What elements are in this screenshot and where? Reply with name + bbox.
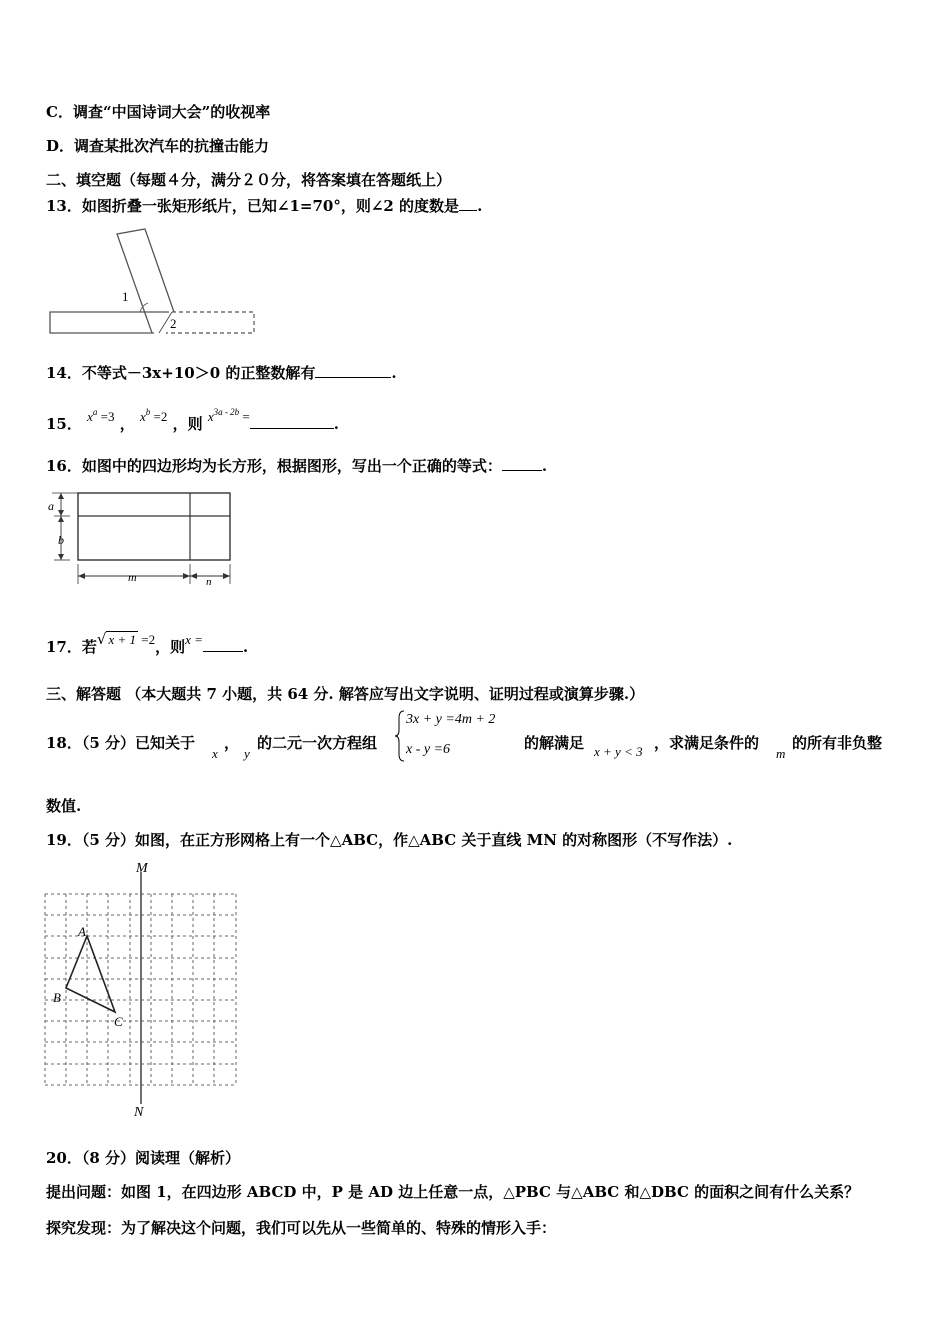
question-17-prefix: 17．若 xyxy=(46,638,97,656)
then-text-17: ，则 xyxy=(155,638,186,656)
question-14-end: . xyxy=(391,364,397,382)
var-x-17: x = xyxy=(185,632,203,647)
choice-c: C．调查“中国诗词大会”的收视率 xyxy=(46,103,271,121)
var-x-18: x xyxy=(212,746,218,761)
question-14 xyxy=(46,363,397,383)
question-18-part3: 的解满足 xyxy=(524,734,585,752)
question-15-number: 15． xyxy=(46,415,82,433)
choice-d: D．调查某批次汽车的抗撞击能力 xyxy=(46,137,270,155)
section-2-title: 二、填空题（每题４分，满分２０分，将答案填在答题纸上） xyxy=(46,171,452,189)
answer-blank-17 xyxy=(203,637,243,652)
equation-xb: $x^b =2$ xyxy=(139,407,168,424)
label-M: M xyxy=(136,861,148,876)
folded-strip xyxy=(117,229,174,333)
question-20-problem: 提出问题：如图 1，在四边形 ABCD 中，P 是 AD 边上任意一点，△PBC 与△ABC 和△DBC 的面积之间有什么关系？ xyxy=(46,1183,860,1201)
answer-blank-13 xyxy=(459,196,477,211)
question-20-explore: 探究发现：为了解决这个问题，我们可以先从一些简单的、特殊的情形入手： xyxy=(46,1219,557,1237)
question-18-part4: ，求满足条件的 xyxy=(654,734,760,752)
var-m-18: m xyxy=(776,746,786,761)
answer-blank-15 xyxy=(250,414,334,429)
question-13 xyxy=(46,196,482,216)
equation-top: 3x + y =4m + 2 xyxy=(406,712,496,727)
question-18-part5: 的所有非负整 xyxy=(792,734,883,752)
question-18-part1: 18．（5 分）已知关于 xyxy=(46,734,196,752)
comma-18: ， xyxy=(224,734,240,752)
label-m: m xyxy=(128,570,137,584)
question-16-text: 16．如图中的四边形均为长方形，根据图形，写出一个正确的等式： xyxy=(46,457,502,475)
comma-1: ， xyxy=(119,415,135,433)
angle-2-label: 2 xyxy=(170,316,177,331)
label-C: C xyxy=(114,1014,123,1029)
section-3-title: 三、解答题 （本大题共 7 小题，共 64 分. 解答应写出文字说明、证明过程或演算步骤.） xyxy=(46,685,645,703)
then-text: ，则 xyxy=(172,415,203,433)
outer-rectangle xyxy=(78,493,230,560)
var-y-18: y xyxy=(244,746,250,761)
question-16-end: . xyxy=(541,457,548,475)
label-A: A xyxy=(78,924,86,939)
label-a: a xyxy=(48,499,54,513)
question-14-text: 14．不等式－3x+10＞0 的正整数解有 xyxy=(46,364,316,382)
figure-13-folded-paper xyxy=(44,226,264,341)
inequality-18: x + y < 3 xyxy=(594,744,643,759)
figure-19-grid xyxy=(40,858,240,1118)
question-16 xyxy=(46,456,547,476)
figure-16-rectangles xyxy=(44,490,244,590)
answer-blank-14 xyxy=(315,363,391,378)
label-b: b xyxy=(58,533,64,547)
paper-strip-dashed xyxy=(166,312,254,333)
question-20-title: 20．（8 分）阅读理（解析） xyxy=(46,1149,241,1167)
expression-x-power: $x^{3a - 2b}$ = xyxy=(207,407,250,424)
question-19: 19．（5 分）如图，在正方形网格上有一个△ABC，作△ABC 关于直线 MN 的对称图形（不写作法）. xyxy=(46,831,733,849)
question-15-end: . xyxy=(333,415,339,433)
label-N: N xyxy=(134,1105,144,1120)
label-B: B xyxy=(53,990,61,1005)
equation-system-brace xyxy=(394,710,406,762)
question-17 xyxy=(46,630,249,658)
question-17-end: . xyxy=(242,638,249,656)
equation-xa: $x^a =3$ xyxy=(87,407,115,424)
question-13-text: 13．如图折叠一张矩形纸片，已知∠1=70°，则∠2 的度数是 xyxy=(46,197,460,215)
question-13-end: . xyxy=(477,197,483,215)
question-18-continuation: 数值. xyxy=(46,797,82,815)
equation-bottom: x - y =6 xyxy=(406,742,451,757)
question-18-part2: 的二元一次方程组 xyxy=(257,734,378,752)
question-15 xyxy=(46,407,339,435)
label-n: n xyxy=(206,576,212,588)
angle-1-label: 1 xyxy=(122,289,129,304)
sqrt-expression: √ x + 1 =2 xyxy=(96,630,156,648)
answer-blank-16 xyxy=(502,456,542,471)
